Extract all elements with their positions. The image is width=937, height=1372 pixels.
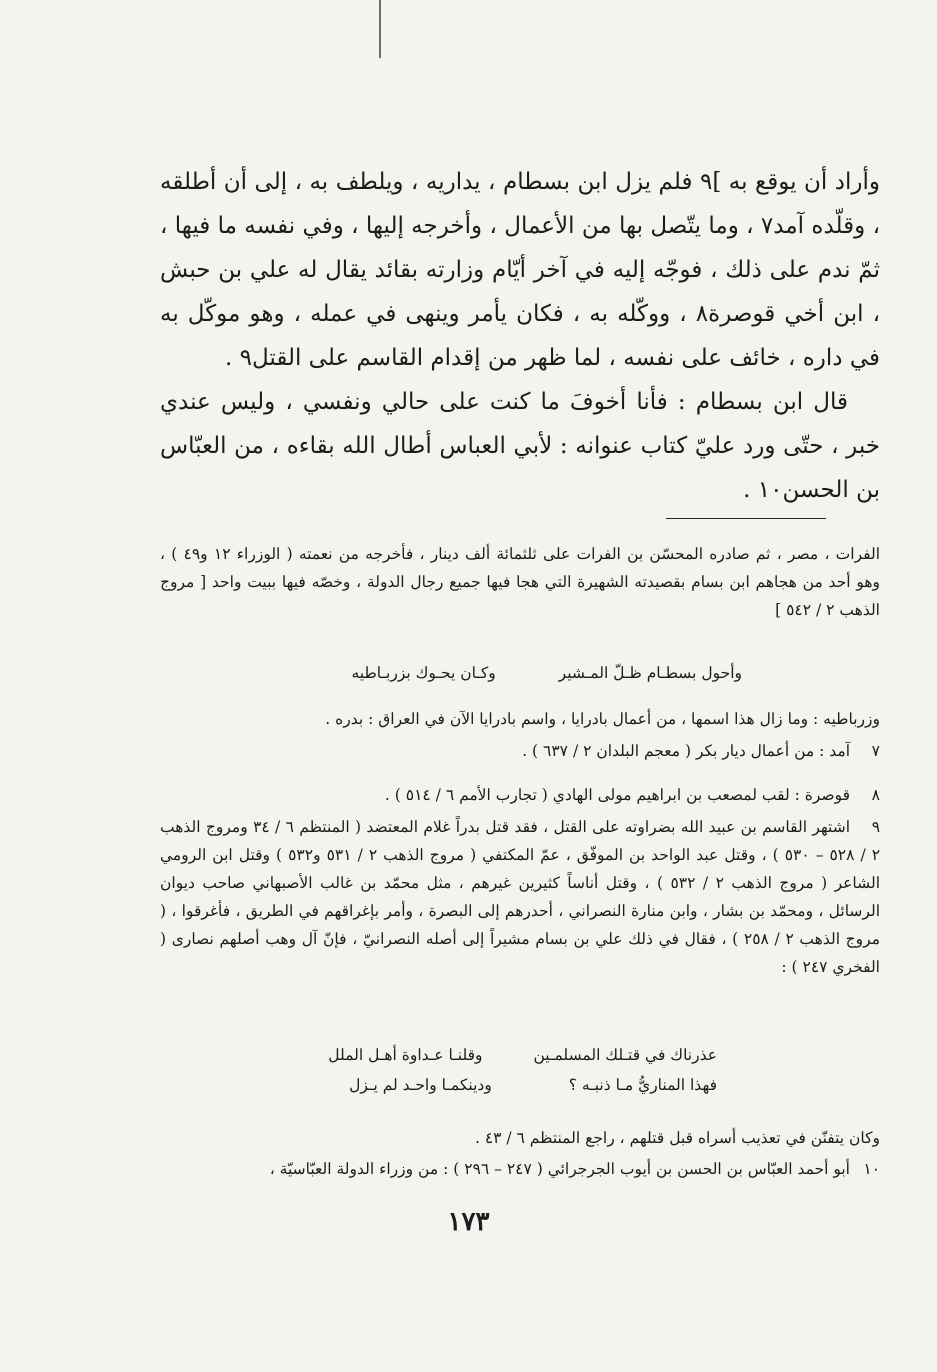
page-number: ١٧٣ bbox=[447, 1207, 490, 1237]
verse-2-line-2-first-hemistich: فهذا المناريُّ مـا ذنبـه ؟ bbox=[568, 1076, 717, 1094]
after-verse-note bbox=[160, 1124, 880, 1152]
footnote-8-text: قوصرة : لقب لمصعب بن ابراهيم مولى الهادي ( تجارب الأمم ٦ / ٥١٤ ) . bbox=[384, 786, 850, 804]
main-paragraph-2: قال ابن بسطام : فأنا أخوفَ ما كنت على حالي ونفسي ، وليس عندي خبر ، حتّى ورد عليّ كتاب عنوانه : لأبي العباس أطال الله بقاءه ، من العبّاس بن الحسن١٠ . bbox=[160, 389, 880, 503]
main-paragraph-1: وأراد أن يوقع به ]٩ فلم يزل ابن بسطام ، يداريه ، ويلطف به ، إلى أن أطلقه ، وقلّده آمد٧ ، وما يتّصل بها من الأعمال ، وأخرجه إليها ، وفي نفسه ما فيها ، ثمّ ندم على ذلك ، فوجّه إليه في آخر أيّام وزارته بقائد يقال له علي بن حبش ، ابن أخي قوصرة٨ ، ووكّله به ، فكان يأمر وينهى في عمله ، وهو موكّل به في داره ، خائف على نفسه ، لما ظهر من إقدام القاسم على القتل٩ . bbox=[160, 169, 881, 371]
footnote-7-text: آمد : من أعمال ديار بكر ( معجم البلدان ٢ / ٦٣٧ ) . bbox=[522, 742, 850, 760]
verse-2-line-2-second-hemistich: ودينكمـا واحـد لم يـزل bbox=[349, 1076, 492, 1094]
verse-2-line-1-first-hemistich: عذرناك في قتـلك المسلمـين bbox=[533, 1046, 717, 1064]
footnote-9 bbox=[160, 813, 880, 981]
footnote-10-text: أبو أحمد العبّاس بن الحسن بن أيوب الجرجرائي ( ٢٤٧ – ٢٩٦ ) : من وزراء الدولة العبّاسيّة ، bbox=[269, 1160, 850, 1178]
footnote-10 bbox=[160, 1155, 880, 1183]
footnote-8-number: ٨ bbox=[871, 786, 880, 804]
footnote-continuation-text: الفرات ، مصر ، ثم صادره المحسّن بن الفرات على ثلثمائة ألف دينار ، فأخرجه من نعمته ( الوزراء ١٢ و٤٩ ) ، وهو أحد من هجاهم ابن بسام بقصيدته الشهيرة التي هجا فيها جميع رجال الدولة ، وخصّه فيها ببيت واحد [ مروج الذهب ٢ / ٥٤٢ ] bbox=[160, 545, 880, 619]
main-text-block bbox=[160, 160, 880, 512]
zarbatiya-note-text: وزرباطيه : وما زال هذا اسمها ، من أعمال بادرايا ، واسم بادرايا الآن في العراق : بدره . bbox=[325, 710, 880, 728]
footnote-continuation bbox=[160, 540, 880, 624]
verse-2 bbox=[328, 1040, 717, 1100]
footnote-8 bbox=[160, 781, 880, 809]
verse-1 bbox=[351, 658, 742, 688]
after-verse-note-text: وكان يتفنّن في تعذيب أسراه قبل قتلهم ، راجع المنتظم ٦ / ٤٣ . bbox=[474, 1129, 880, 1147]
footnote-10-number: ١٠ bbox=[863, 1160, 880, 1178]
footnote-separator bbox=[666, 518, 826, 519]
footnote-9-text: اشتهر القاسم بن عبيد الله بضراوته على القتل ، فقد قتل بدراً غلام المعتضد ( المنتظم ٦ / ٣٤ ومروج الذهب ٢ / ٥٢٨ – ٥٣٠ ) ، وقتل عبد الواحد بن الموفّق ، عمّ المكتفي ( مروج الذهب ٢ / ٥٣١ و٥٣٢ ) وقتل ابن الرومي الشاعر ( مروج الذهب ٢ / ٥٣٢ ) ، وقتل أناساً كثيرين غيرهم ، مثل محمّد بن غالب الأصبهاني صاحب ديوان الرسائل ، ومحمّد بن بشار ، وابن منارة النصراني ، أحدرهم إلى البصرة ، وأمر بإغراقهم في الطريق ، فأغرقوا ، ( مروج الذهب ٢ / ٢٥٨ ) ، فقال في ذلك علي بن بسام مشيراً إلى أصله النصرانيّ ، فإنّ آل وهب أصلهم نصارى ( الفخري ٢٤٧ ) : bbox=[160, 818, 881, 976]
footnote-7-number: ٧ bbox=[871, 742, 880, 760]
footnote-7 bbox=[160, 737, 880, 765]
verse-2-line-1-second-hemistich: وقلنـا عـداوة أهـل الملل bbox=[328, 1046, 483, 1064]
verse-1-first-hemistich: وأحول بسطـام ظـلّ المـشير bbox=[558, 664, 742, 682]
page-fold-line bbox=[379, 0, 381, 58]
footnote-9-number: ٩ bbox=[871, 818, 881, 836]
zarbatiya-note bbox=[160, 705, 880, 733]
verse-1-second-hemistich: وكـان يحـوك بزربـاطيه bbox=[351, 664, 496, 682]
